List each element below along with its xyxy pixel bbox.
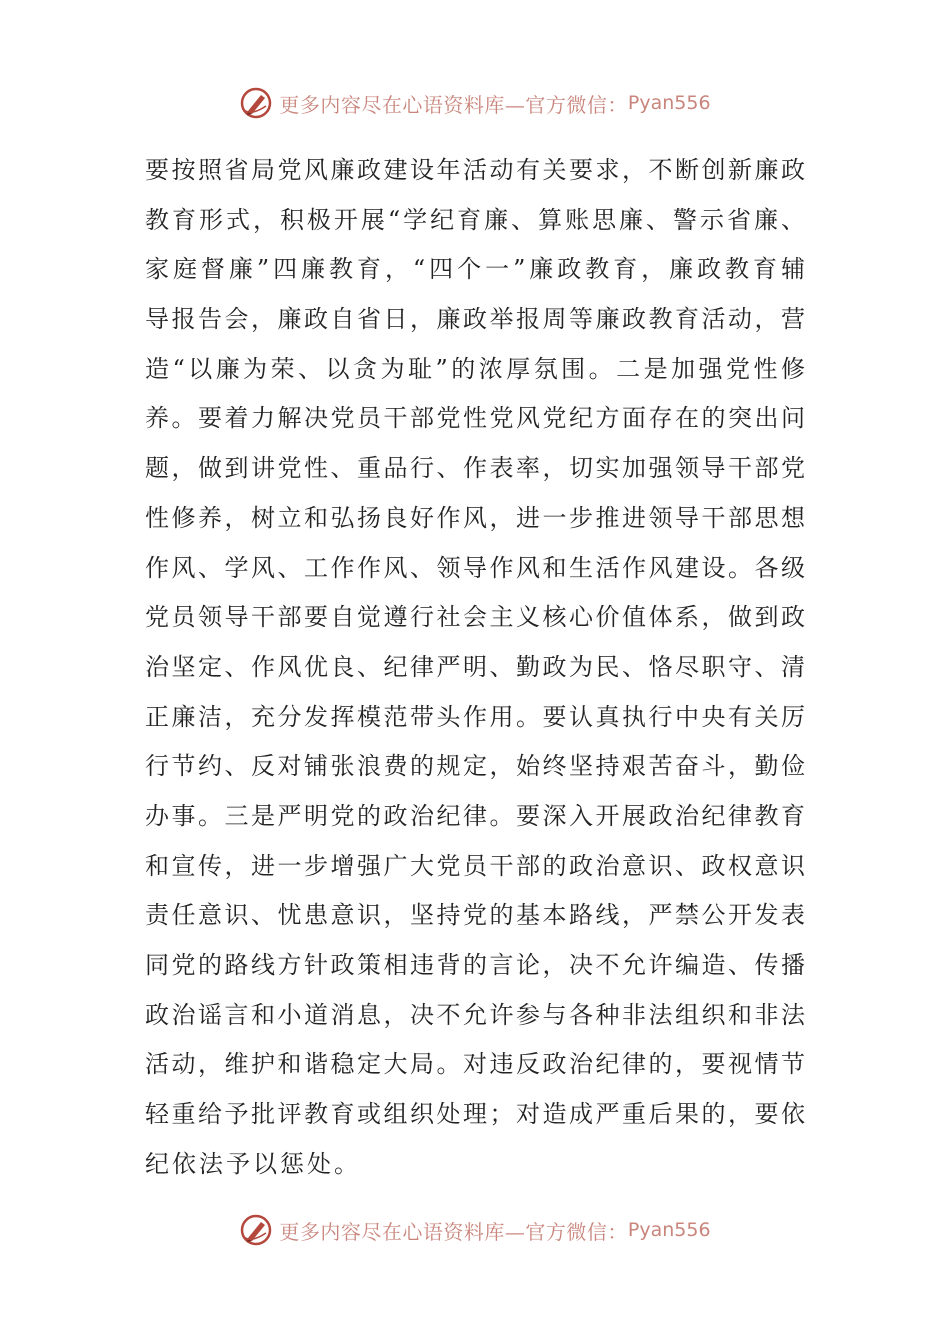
pen-logo-icon xyxy=(239,86,273,120)
watermark-wechat-id: Pyan556 xyxy=(627,1219,711,1241)
watermark-text: 更多内容尽在心语资料库—官方微信： xyxy=(279,92,628,117)
text-line: 导报告会，廉政自省日，廉政举报周等廉政教育活动，营 xyxy=(145,305,805,334)
text-line: 题，做到讲党性、重品行、作表率，切实加强领导干部党 xyxy=(145,454,805,483)
watermark-wechat-id: Pyan556 xyxy=(627,92,711,114)
watermark-text: 更多内容尽在心语资料库—官方微信： xyxy=(279,1219,628,1244)
text-line: 家庭督廉”四廉教育，“四个一”廉政教育，廉政教育辅 xyxy=(145,255,805,284)
text-line: 行节约、反对铺张浪费的规定，始终坚持艰苦奋斗，勤俭 xyxy=(145,752,805,781)
text-line: 责任意识、忧患意识，坚持党的基本路线，严禁公开发表 xyxy=(145,901,805,930)
text-line: 党员领导干部要自觉遵行社会主义核心价值体系，做到政 xyxy=(145,603,805,632)
text-line: 教育形式，积极开展“学纪育廉、算账思廉、警示省廉、 xyxy=(145,205,805,234)
text-line: 造“以廉为荣、以贪为耻”的浓厚氛围。二是加强党性修 xyxy=(145,354,805,383)
text-line: 活动，维护和谐稳定大局。对违反政治纪律的，要视情节 xyxy=(145,1050,805,1079)
text-line: 同党的路线方针政策相违背的言论，决不允许编造、传播 xyxy=(145,951,805,979)
header-watermark xyxy=(0,83,950,123)
text-line: 养。要着力解决党员干部党性党风党纪方面存在的突出问 xyxy=(145,404,805,433)
footer-watermark xyxy=(0,1210,950,1250)
text-line: 治坚定、作风优良、纪律严明、勤政为民、恪尽职守、清 xyxy=(145,652,805,681)
text-line: 性修养，树立和弘扬良好作风，进一步推进领导干部思想 xyxy=(145,503,805,532)
text-line: 政治谣言和小道消息，决不允许参与各种非法组织和非法 xyxy=(145,1000,805,1029)
text-line: 和宣传，进一步增强广大党员干部的政治意识、政权意识 xyxy=(145,851,805,880)
text-line: 纪依法予以惩处。 xyxy=(145,1149,361,1178)
text-line: 作风、学风、工作作风、领导作风和生活作风建设。各级 xyxy=(145,553,805,582)
text-line: 正廉洁，充分发挥模范带头作用。要认真执行中央有关厉 xyxy=(145,702,805,731)
document-body xyxy=(145,146,805,1189)
text-line: 要按照省局党风廉政建设年活动有关要求，不断创新廉政 xyxy=(145,156,805,184)
text-line: 办事。三是严明党的政治纪律。要深入开展政治纪律教育 xyxy=(145,801,805,830)
text-line: 轻重给予批评教育或组织处理；对造成严重后果的，要依 xyxy=(145,1100,805,1129)
pen-logo-icon xyxy=(239,1213,273,1247)
